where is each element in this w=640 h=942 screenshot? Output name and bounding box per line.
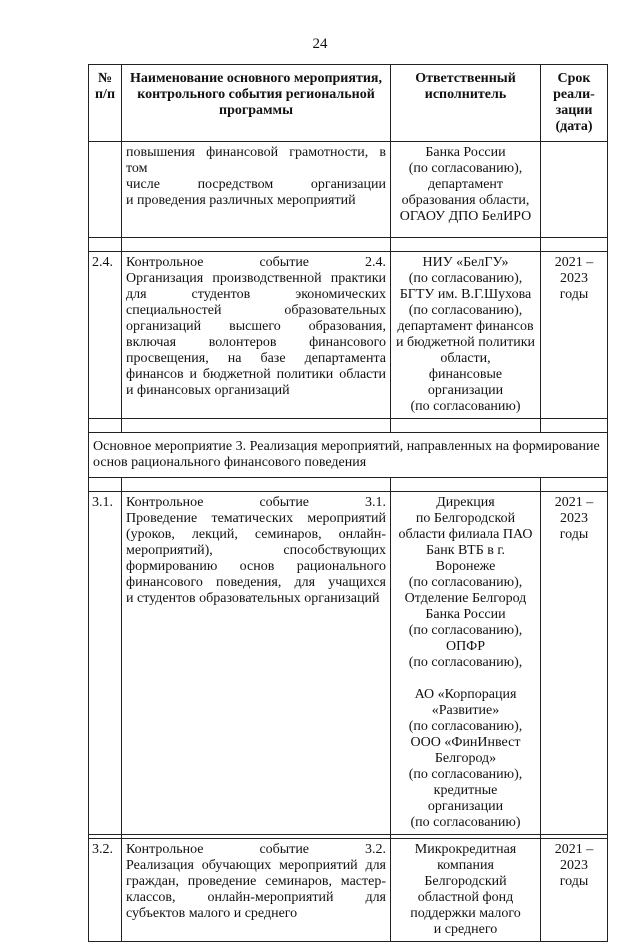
- row-description: [122, 839, 391, 942]
- text-line: для студентов экономических: [126, 287, 386, 302]
- row-gap: [89, 478, 608, 492]
- text-line: (по согласованию),: [408, 575, 523, 590]
- text-line: областной фонд: [417, 890, 514, 905]
- text-line: Дирекция: [436, 495, 495, 510]
- row-term: [541, 839, 608, 942]
- text-line: мероприятий), способствующих: [126, 543, 386, 558]
- text-line: области,: [440, 351, 491, 366]
- row-description: [122, 142, 391, 238]
- text-line: Организация производственной практики: [126, 271, 386, 286]
- text-line: (по согласованию),: [408, 623, 523, 638]
- text-line: области филиала ПАО: [398, 527, 533, 542]
- text-line: организации: [427, 383, 504, 398]
- text-line: (по согласованию),: [408, 655, 523, 670]
- section-row-3: [89, 433, 608, 478]
- text-line: и студентов образовательных организаций: [126, 591, 380, 606]
- text-line: (по согласованию),: [408, 271, 523, 286]
- text-line: Контрольное событие 2.4.: [126, 255, 386, 270]
- text-line: «Развитие»: [431, 703, 500, 718]
- header-name: Наименование основного мероприятия, контрольного события региональной программы: [122, 65, 391, 142]
- text-line: поддержки малого: [410, 906, 521, 921]
- text-line: Банка России: [425, 607, 506, 622]
- text-line: 2021 –: [554, 842, 594, 857]
- header-num: № п/п: [89, 65, 122, 142]
- text-line: Белгород»: [434, 751, 497, 766]
- text-line: Проведение тематических мероприятий: [126, 511, 386, 526]
- row-term: [541, 252, 608, 419]
- text-line: финансового поведения, для учащихся: [126, 575, 386, 590]
- text-line: НИУ «БелГУ»: [422, 255, 509, 270]
- row-term: [541, 142, 608, 238]
- text-line: 2021 –: [554, 495, 594, 510]
- text-line: организаций высшего образования,: [126, 319, 386, 334]
- text-line: БГТУ им. В.Г.Шухова: [399, 287, 532, 302]
- text-line: ОПФР: [445, 639, 486, 654]
- row-gap: [89, 238, 608, 252]
- text-line: числе посредством организации: [126, 177, 386, 192]
- row-responsible: [391, 252, 541, 419]
- text-line: (по согласованию),: [408, 719, 523, 734]
- text-line: ОГАОУ ДПО БелИРО: [399, 209, 532, 224]
- text-line: Микрокредитная: [414, 842, 517, 857]
- text-line: и бюджетной политики: [396, 335, 535, 350]
- row-num: [89, 142, 122, 238]
- text-line: годы: [559, 527, 589, 542]
- text-line: Контрольное событие 3.2.: [126, 842, 386, 857]
- text-line: и среднего: [433, 922, 498, 937]
- text-line: Банк ВТБ в г. Воронеже: [425, 543, 506, 574]
- text-line: субъектов малого и среднего: [126, 906, 298, 921]
- page-number: 24: [312, 36, 328, 52]
- text-line: классов, онлайн-мероприятий для: [126, 890, 386, 905]
- row-num: 2.4.: [89, 252, 122, 419]
- table-row-continuation: [89, 142, 608, 238]
- text-line: образования области,: [401, 193, 530, 208]
- text-line: и финансовых организаций: [126, 383, 290, 398]
- row-description: [122, 492, 391, 835]
- header-responsible: Ответственный исполнитель: [391, 65, 541, 142]
- text-line: специальностей образовательных: [126, 303, 386, 318]
- table-row-3-2: [89, 839, 608, 942]
- text-line: и проведения различных мероприятий: [126, 193, 356, 208]
- text-line: ООО «ФинИнвест: [410, 735, 521, 750]
- text-line: (уроков, лекций, семинаров, онлайн-: [126, 527, 386, 542]
- text-line: финансовые: [428, 367, 503, 382]
- row-responsible: [391, 492, 541, 835]
- section-title: Основное мероприятие 3. Реализация мероприятий, направленных на формирование основ рационального финансового поведения: [89, 433, 608, 478]
- text-line: повышения финансовой грамотности, в том: [126, 145, 386, 176]
- row-num: 3.2.: [89, 839, 122, 942]
- table-row-2-4: [89, 252, 608, 419]
- text-line: (по согласованию): [410, 399, 521, 414]
- text-line: кредитные организации: [427, 783, 504, 814]
- text-line: формированию основ рационального: [126, 559, 386, 574]
- text-line: (по согласованию),: [408, 303, 523, 318]
- row-responsible: [391, 142, 541, 238]
- text-line: по Белгородской: [415, 511, 516, 526]
- header-term: Срок реали-зации (дата): [541, 65, 608, 142]
- text-line: годы: [559, 874, 589, 889]
- text-line: включая волонтеров финансового: [126, 335, 386, 350]
- table-row-3-1: [89, 492, 608, 835]
- text-line: Отделение Белгород: [404, 591, 527, 606]
- text-line: 2023: [560, 858, 588, 873]
- table-header-row: [89, 65, 608, 142]
- text-line: Банка России: [425, 145, 506, 160]
- text-line: АО «Корпорация: [414, 687, 517, 702]
- text-line: (по согласованию),: [408, 161, 523, 176]
- text-line: компания Белгородский: [424, 858, 507, 889]
- text-line: 2023: [560, 271, 588, 286]
- row-term: [541, 492, 608, 835]
- row-description: [122, 252, 391, 419]
- text-line: 2023: [560, 511, 588, 526]
- text-line: просвещения, на базе департамента: [126, 351, 386, 366]
- text-line: (по согласованию),: [408, 767, 523, 782]
- text-line: департамент: [427, 177, 504, 192]
- text-line: департамент финансов: [397, 319, 534, 334]
- text-line: [395, 671, 536, 687]
- row-gap: [89, 419, 608, 433]
- text-line: Реализация обучающих мероприятий для: [126, 858, 386, 873]
- text-line: 2021 –: [554, 255, 594, 270]
- text-line: (по согласованию): [410, 815, 521, 830]
- text-line: граждан, проведение семинаров, мастер-: [126, 874, 386, 889]
- text-line: годы: [559, 287, 589, 302]
- text-line: Контрольное событие 3.1.: [126, 495, 386, 510]
- row-num: 3.1.: [89, 492, 122, 835]
- text-line: финансов и бюджетной политики области: [126, 367, 386, 382]
- program-table: [88, 64, 608, 942]
- row-responsible: [391, 839, 541, 942]
